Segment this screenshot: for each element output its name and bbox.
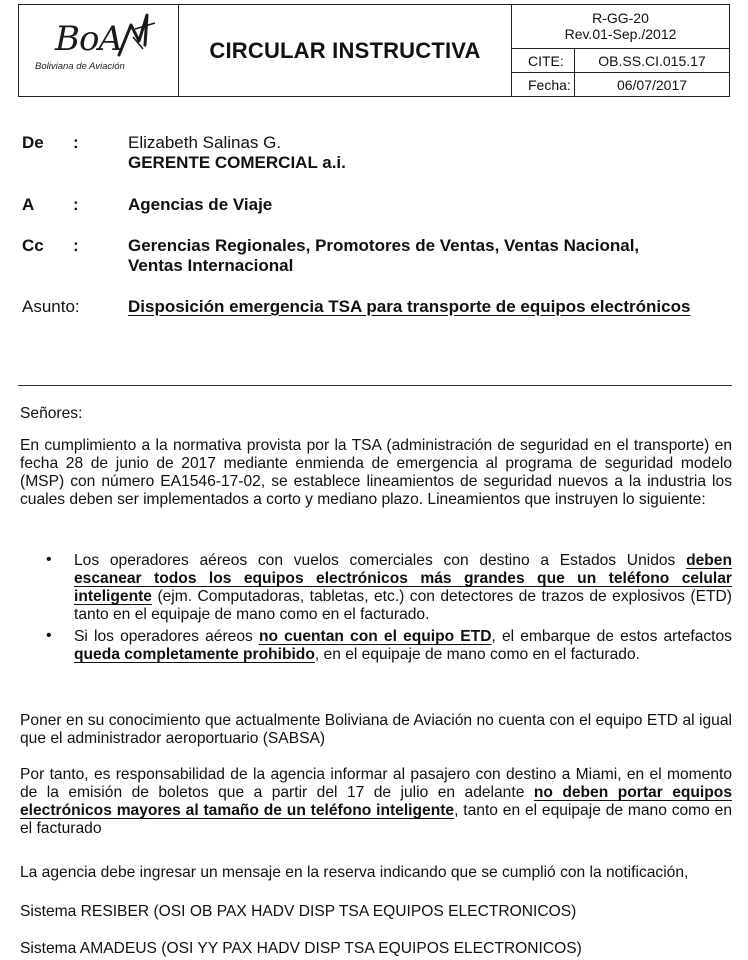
salutation: Señores:	[20, 405, 83, 422]
bird-logo-icon	[109, 11, 169, 61]
responsibility-tail: , tanto en el equipaje de mano como en el facturado	[20, 802, 732, 837]
responsibility-text: Por tanto, es responsabilidad de la agencia informar al pasajero con destino a Miami, en el momento de la emisión de boletos que a partir del 17 de julio en adelante	[20, 766, 732, 801]
bullet-1-emphasis: deben escanear todos los equipos electrónicos más grandes que un teléfono celular inteligente	[74, 552, 732, 605]
cc-line-2: Ventas Internacional	[128, 256, 294, 275]
bullet-1-text: Los operadores aéreos con vuelos comerciales con destino a Estados Unidos	[74, 552, 687, 569]
logo-cell	[19, 5, 179, 96]
cite-label: CITE:	[512, 49, 575, 72]
a-label: A	[22, 195, 35, 214]
divider	[18, 385, 732, 386]
cite-value: OB.SS.CI.015.17	[598, 53, 706, 69]
bullet-2-mid: , el embarque de estos artefactos	[491, 628, 732, 645]
bullet-dot-1: •	[46, 551, 52, 568]
bullet-2	[74, 628, 732, 664]
bullet-1	[74, 552, 732, 624]
resiber-command: Sistema RESIBER (OSI OB PAX HADV DISP TSA EQUIPOS ELECTRONICOS)	[20, 903, 577, 920]
bullet-2-tail: , en el equipaje de mano como en el facturado.	[314, 646, 640, 663]
fecha-label: Fecha:	[512, 73, 575, 97]
bullet-2-emphasis-2: queda completamente prohibido	[74, 646, 315, 663]
responsibility-paragraph	[20, 766, 732, 838]
de-colon: :	[73, 133, 79, 152]
title-cell	[179, 5, 512, 96]
cc-line-1: Gerencias Regionales, Promotores de Ventas, Ventas Nacional,	[128, 236, 640, 255]
bullet-1-tail: (ejm. Computadoras, tabletas, etc.) con detectores de trazos de explosivos (ETD) tanto en el equipaje de mano como en el facturado.	[74, 588, 732, 623]
sender-title: GERENTE COMERCIAL a.i.	[128, 153, 346, 172]
document-title: CIRCULAR INSTRUCTIVA	[209, 37, 481, 63]
form-revision: Rev.01-Sep./2012	[564, 26, 677, 42]
bullet-2-text: Si los operadores aéreos	[74, 628, 259, 645]
document-header	[18, 4, 730, 97]
cc-label: Cc	[22, 236, 44, 255]
form-code: R-GG-20	[592, 10, 649, 26]
recipient: Agencias de Viaje	[128, 195, 273, 214]
a-colon: :	[73, 195, 79, 214]
logo-subtitle: Boliviana de Aviación	[35, 61, 125, 72]
reservation-paragraph: La agencia debe ingresar un mensaje en la reserva indicando que se cumplió con la notificación,	[20, 864, 689, 881]
bullet-2-emphasis-1: no cuentan con el equipo ETD	[258, 628, 492, 645]
bullet-dot-2: •	[46, 627, 52, 644]
cite-row	[512, 49, 729, 73]
form-code-cell	[512, 5, 729, 49]
intro-paragraph: En cumplimiento a la normativa provista por la TSA (administración de seguridad en el transporte) en fecha 28 de junio de 2017 mediante enmienda de emergencia al programa de seguridad modelo (MSP) con número EA1546-17-02, se establece lineamientos de seguridad nuevos a la industria los cuales deben ser implementados a corto y mediano plazo. Lineamientos que instruyen lo siguiente:	[20, 437, 732, 508]
asunto-label: Asunto:	[22, 297, 80, 316]
sender-name: Elizabeth Salinas G.	[128, 133, 282, 152]
boa-logo: BoA	[55, 19, 123, 59]
cc-colon: :	[73, 236, 79, 255]
fecha-value: 06/07/2017	[616, 77, 688, 93]
amadeus-command: Sistema AMADEUS (OSI YY PAX HADV DISP TSA EQUIPOS ELECTRONICOS)	[20, 940, 582, 957]
de-label: De	[22, 133, 44, 152]
responsibility-emphasis: no deben portar equipos electrónicos mayores al tamaño de un teléfono inteligente	[20, 784, 732, 819]
fecha-row	[512, 73, 729, 97]
subject: Disposición emergencia TSA para transporte de equipos electrónicos	[128, 297, 691, 316]
etd-paragraph: Poner en su conocimiento que actualmente Boliviana de Aviación no cuenta con el equipo ETD al igual que el administrador aeroportuario (SABSA)	[20, 712, 732, 747]
header-meta	[512, 5, 729, 96]
